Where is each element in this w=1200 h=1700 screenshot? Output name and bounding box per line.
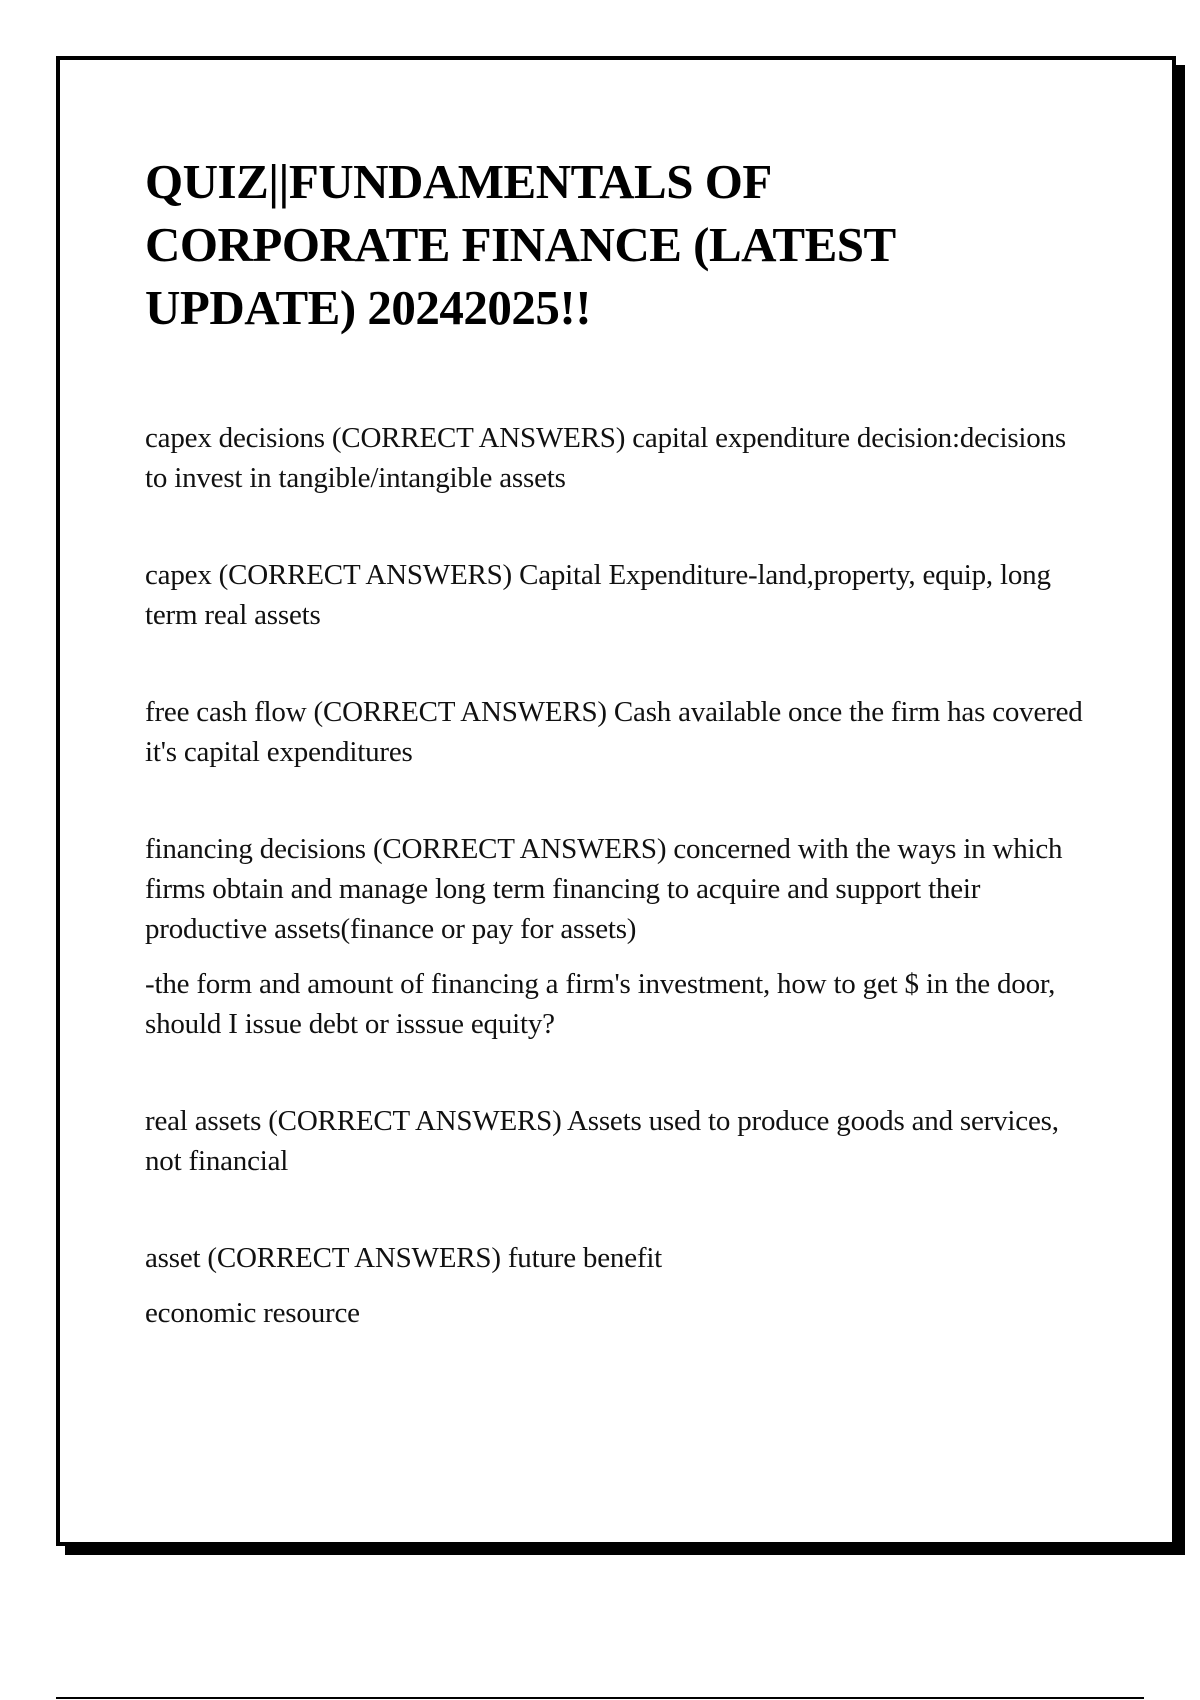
entry-text-continued: economic resource (145, 1297, 360, 1329)
entry-real-assets (145, 1101, 1085, 1181)
document-title: QUIZ||FUNDAMENTALS OF CORPORATE FINANCE (LATEST UPDATE) 20242025!! (145, 154, 895, 335)
entry-text-continued: -the form and amount of financing a firm's investment, how to get $ in the door, should I issue debt or isssue equity? (145, 968, 1056, 1040)
entry-text: capex decisions (CORRECT ANSWERS) capital expenditure decision:decisions to invest in tangible/intangible assets (145, 422, 1066, 494)
entry-capex (145, 555, 1085, 635)
entry-financing-decisions (145, 829, 1085, 1044)
entry-text: capex (CORRECT ANSWERS) Capital Expenditure-land,property, equip, long term real assets (145, 559, 1051, 631)
entry-list (145, 418, 1085, 1333)
document-content (145, 150, 1085, 1390)
entry-text: real assets (CORRECT ANSWERS) Assets used to produce goods and services, not financial (145, 1105, 1059, 1177)
entry-text: financing decisions (CORRECT ANSWERS) concerned with the ways in which firms obtain and manage long term financing to acquire and support their productive assets(finance or pay for assets) (145, 833, 1063, 945)
page-bottom-rule (56, 1697, 1144, 1699)
entry-free-cash-flow (145, 692, 1085, 772)
entry-asset (145, 1238, 1085, 1333)
entry-capex-decisions (145, 418, 1085, 498)
entry-text: asset (CORRECT ANSWERS) future benefit (145, 1242, 663, 1274)
entry-text: free cash flow (CORRECT ANSWERS) Cash available once the firm has covered it's capital expenditures (145, 696, 1083, 768)
